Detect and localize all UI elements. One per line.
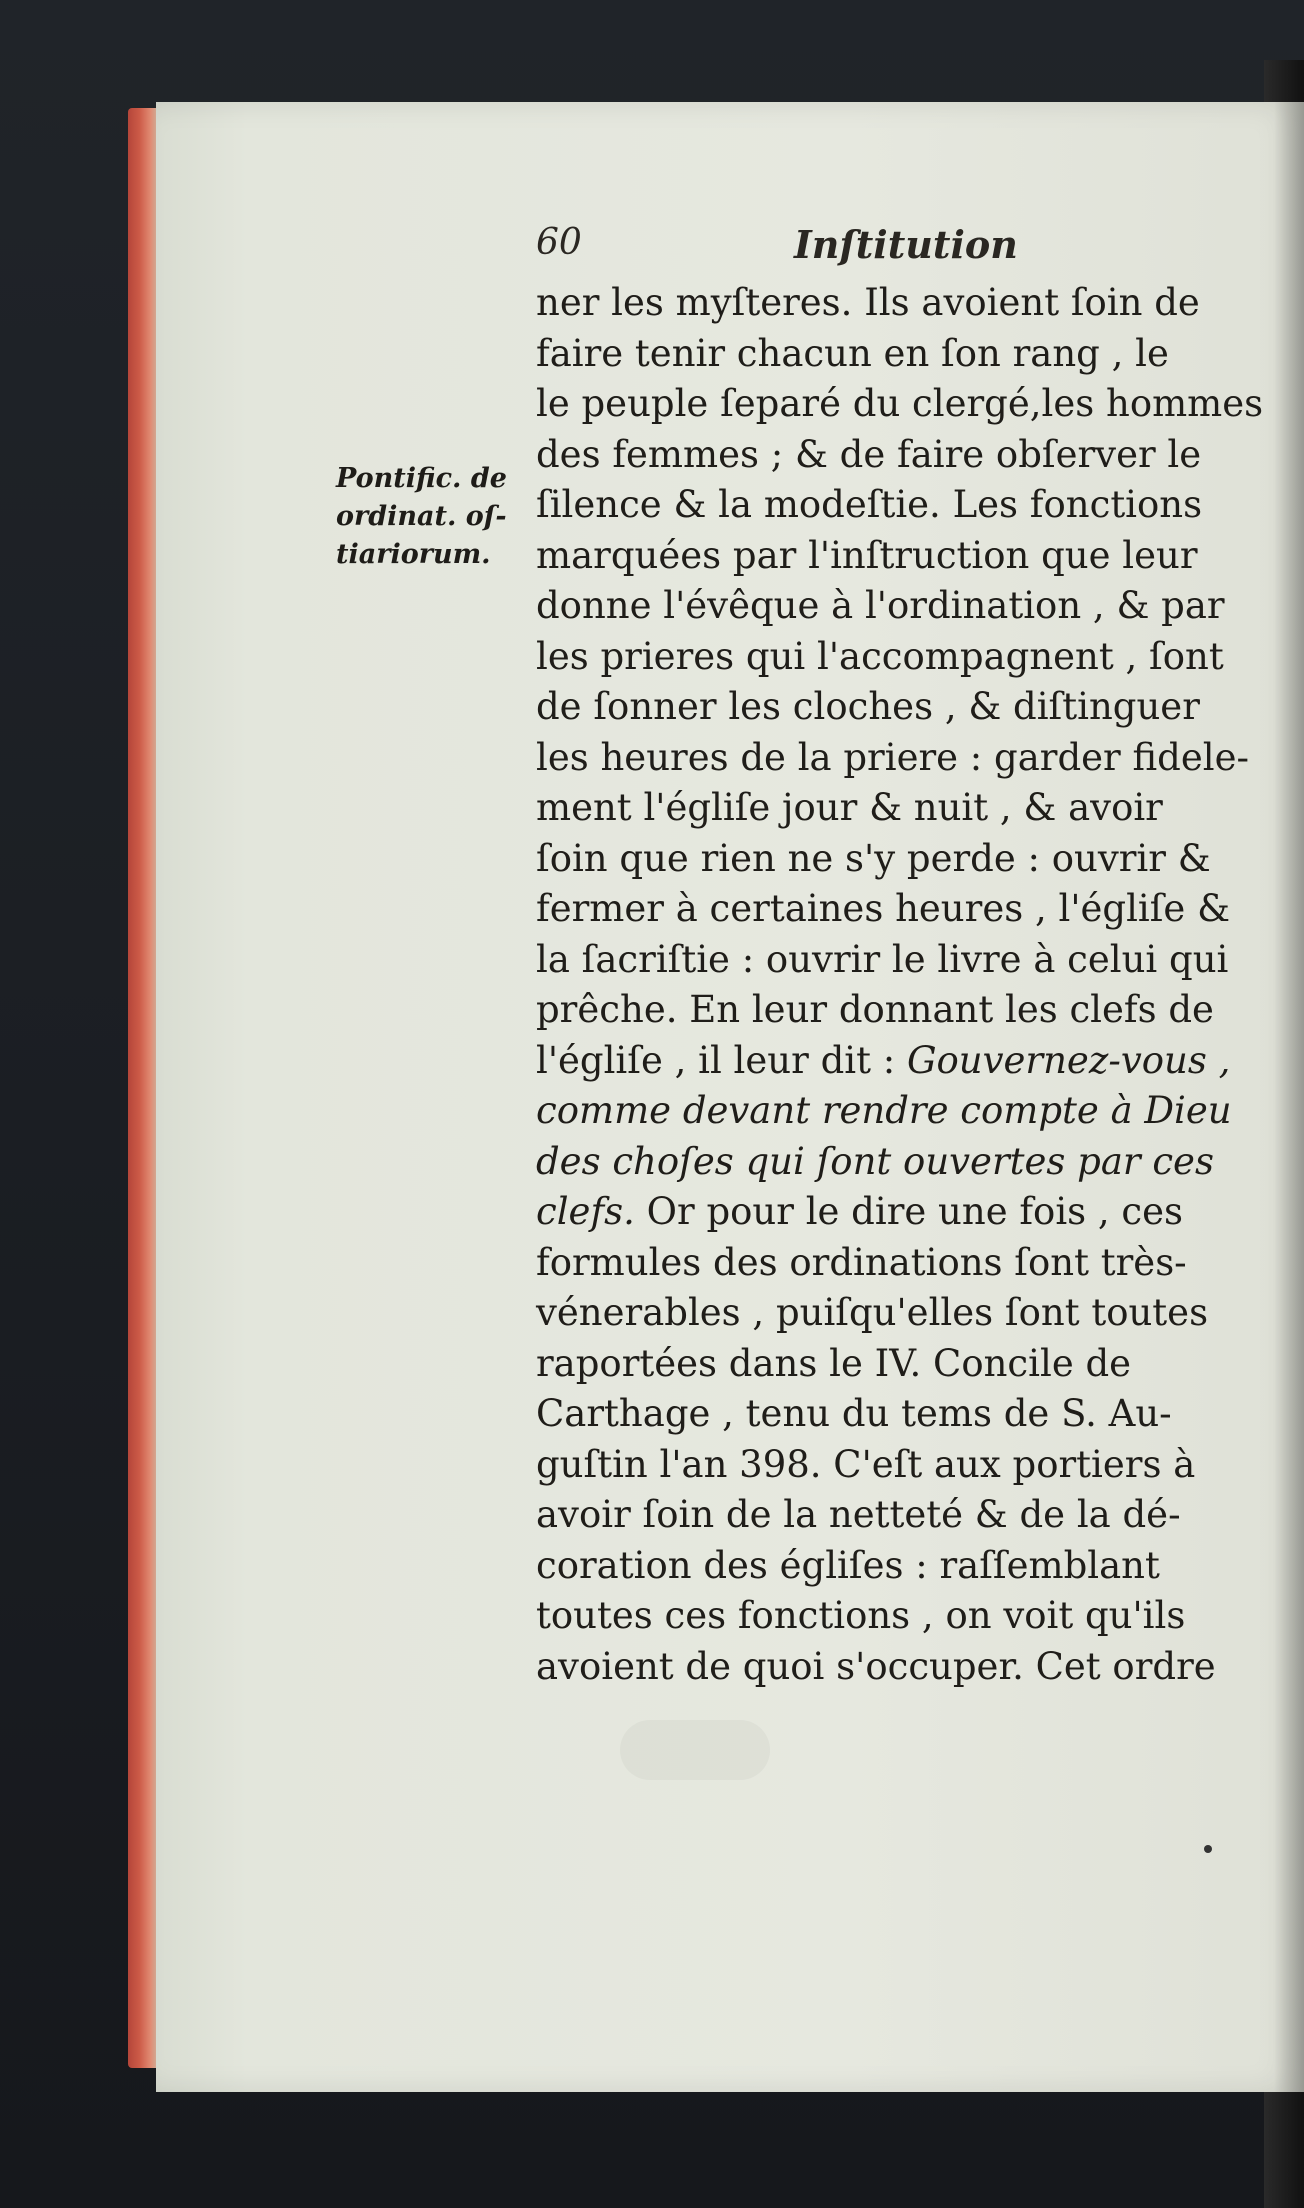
text-line [536,1187,1206,1238]
text-line [536,430,1206,481]
text-line [536,1238,1206,1289]
text-line-roman: toutes ces fonctions , on voit qu'ils [536,1594,1186,1637]
text-line [536,1288,1209,1339]
text-line-roman: faire tenir chacun en ſon rang , le [536,331,1169,375]
page-number: 60 [536,222,582,263]
text-line [536,1541,1206,1592]
text-line-roman: les heures de la priere : garder fidele- [536,735,1249,779]
text-line-roman: de ſonner les cloches , & diſtinguer [536,685,1200,728]
text-line [536,1591,1206,1642]
text-line-roman: ſoin que rien ne s'y perde : ouvrir & [536,836,1211,880]
text-line [536,531,1206,582]
text-line-roman: le peuple ſeparé du clergé,les hommes [536,382,1264,425]
text-line [536,1339,1206,1390]
page-gutter-shadow [1274,102,1304,2092]
text-line [536,1490,1206,1541]
text-line [536,581,1225,632]
text-line [536,1036,1231,1087]
text-line-roman: ner les myſteres. Ils avoient ſoin de [536,281,1200,324]
body-text [536,278,1264,1692]
ink-bleed-through [620,1720,770,1780]
text-line [536,834,1211,885]
text-line [536,632,1224,683]
text-line-roman: la ſacriſtie : ouvrir le livre à celui qui [536,937,1229,981]
text-line-roman: marquées par l'inſtruction que leur [536,533,1198,577]
text-line-roman: avoir ſoin de la netteté & de la dé- [536,1493,1181,1536]
text-line-roman: guſtin l'an 398. C'eſt aux portiers à [536,1442,1196,1486]
text-line [536,935,1229,986]
text-line-roman: des femmes ; & de faire obſerver le [536,432,1202,476]
text-line [536,1642,1216,1693]
text-line [536,480,1206,531]
margin-note-line: tiariorum. [336,539,491,570]
margin-note-line: Pontific. de [336,463,507,494]
text-line-roman: formules des ordinations ſont très- [536,1240,1187,1284]
margin-note [336,460,536,574]
text-line-roman: coration des égliſes : raſſemblant [536,1543,1160,1587]
text-line-roman: avoient de quoi s'occuper. Cet ordre [536,1644,1216,1688]
text-line-roman: ment l'égliſe jour & nuit , & avoir [536,786,1163,829]
text-line-roman: vénerables , puiſqu'elles ſont toutes [536,1291,1209,1334]
text-line-roman: les prieres qui l'accompagnent , ſont [536,634,1224,678]
text-line-italic: comme devant rendre compte à Dieu [536,1089,1232,1132]
margin-note-line: ordinat. oſ- [336,501,507,532]
text-line-roman: fermer à certaines heures , l'égliſe & [536,887,1231,930]
text-line [536,985,1214,1036]
text-line [536,1086,1232,1137]
text-line [536,1389,1206,1440]
text-line-roman: donne l'évêque à l'ordination , & par [536,584,1225,627]
text-line-italic: clefs. [536,1190,635,1233]
text-line [536,1440,1206,1491]
text-line [536,783,1206,834]
text-line [536,278,1206,329]
text-line-roman: Carthage , tenu du tems de S. Au- [536,1392,1172,1435]
text-line [536,733,1249,784]
text-line-italic: Gouvernez-vous , [906,1038,1231,1082]
text-line-roman: Or pour le dire une fois , ces [634,1190,1184,1233]
text-line [536,682,1206,733]
ink-spot [1204,1845,1212,1853]
text-line [536,379,1264,430]
text-line-roman: l'égliſe , il leur dit : [536,1038,907,1082]
text-line-roman: ſilence & la modeſtie. Les fonctions [536,483,1203,526]
text-line-roman: prêche. En leur donnant les clefs de [536,988,1214,1031]
running-title: Inſtitution [794,222,1018,267]
text-line [536,884,1231,935]
text-line-roman: raportées dans le IV. Concile de [536,1341,1132,1385]
text-line [536,329,1206,380]
page-header [536,222,1036,282]
text-line [536,1137,1214,1188]
text-line-italic: des choſes qui ſont ouvertes par ces [536,1139,1214,1183]
